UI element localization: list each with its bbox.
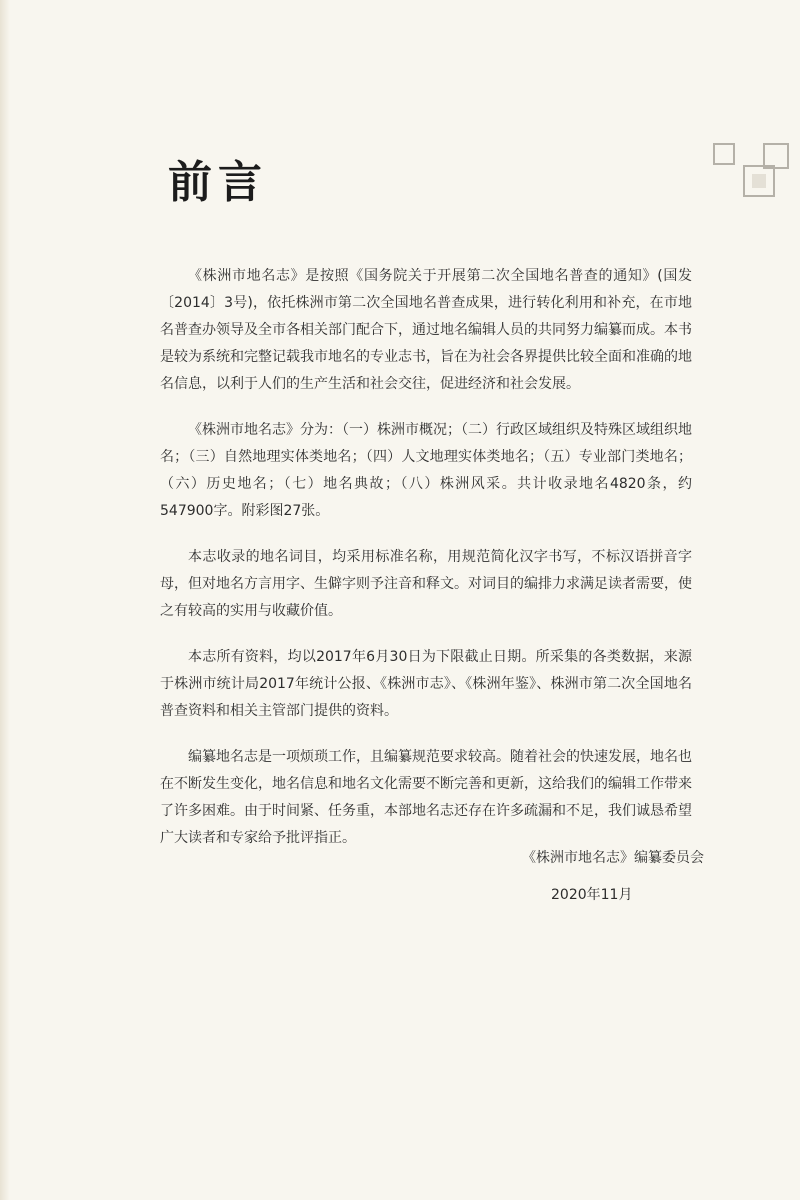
paragraph-5: 编纂地名志是一项烦琐工作，且编纂规范要求较高。随着社会的快速发展，地名也在不断发生变化，地名信息和地名文化需要不断完善和更新，这给我们的编辑工作带来了许多困难。由于时间紧、任务重，本部地名志还存在许多疏漏和不足，我们诚恳希望广大读者和专家给予批评指正。	[160, 749, 692, 846]
preface-body	[160, 263, 692, 871]
overlapping-squares-icon	[712, 140, 792, 210]
paragraph-4: 本志所有资料，均以2017年6月30日为下限截止日期。所采集的各类数据，来源于株洲市统计局2017年统计公报、《株洲市志》、《株洲年鉴》、株洲市第二次全国地名普查资料和相关主管部门提供的资料。	[160, 649, 692, 719]
page-title: 前言	[168, 157, 268, 208]
paragraph-3: 本志收录的地名词目，均采用标准名称，用规范简化汉字书写，不标汉语拼音字母，但对地名方言用字、生僻字则予注音和释文。对词目的编排力求满足读者需要，使之有较高的实用与收藏价值。	[160, 549, 692, 619]
paragraph-1: 《株洲市地名志》是按照《国务院关于开展第二次全国地名普查的通知》(国发〔2014〕3号)，依托株洲市第二次全国地名普查成果，进行转化利用和补充，在市地名普查办领导及全市各相关部门配合下，通过地名编辑人员的共同努力编纂而成。本书是较为系统和完整记载我市地名的专业志书，旨在为社会各界提供比较全面和准确的地名信息，以利于人们的生产生活和社会交往，促进经济和社会发展。	[160, 268, 692, 392]
signature-line: 《株洲市地名志》编纂委员会	[522, 850, 704, 866]
date-line: 2020年11月	[551, 887, 633, 903]
paragraph-2: 《株洲市地名志》分为：（一）株洲市概况；（二）行政区域组织及特殊区域组织地名；（三）自然地理实体类地名；（四）人文地理实体类地名；（五）专业部门类地名；（六）历史地名；（七）地名典故；（八）株洲风采。共计收录地名4820条，约547900字。附彩图27张。	[160, 422, 692, 519]
